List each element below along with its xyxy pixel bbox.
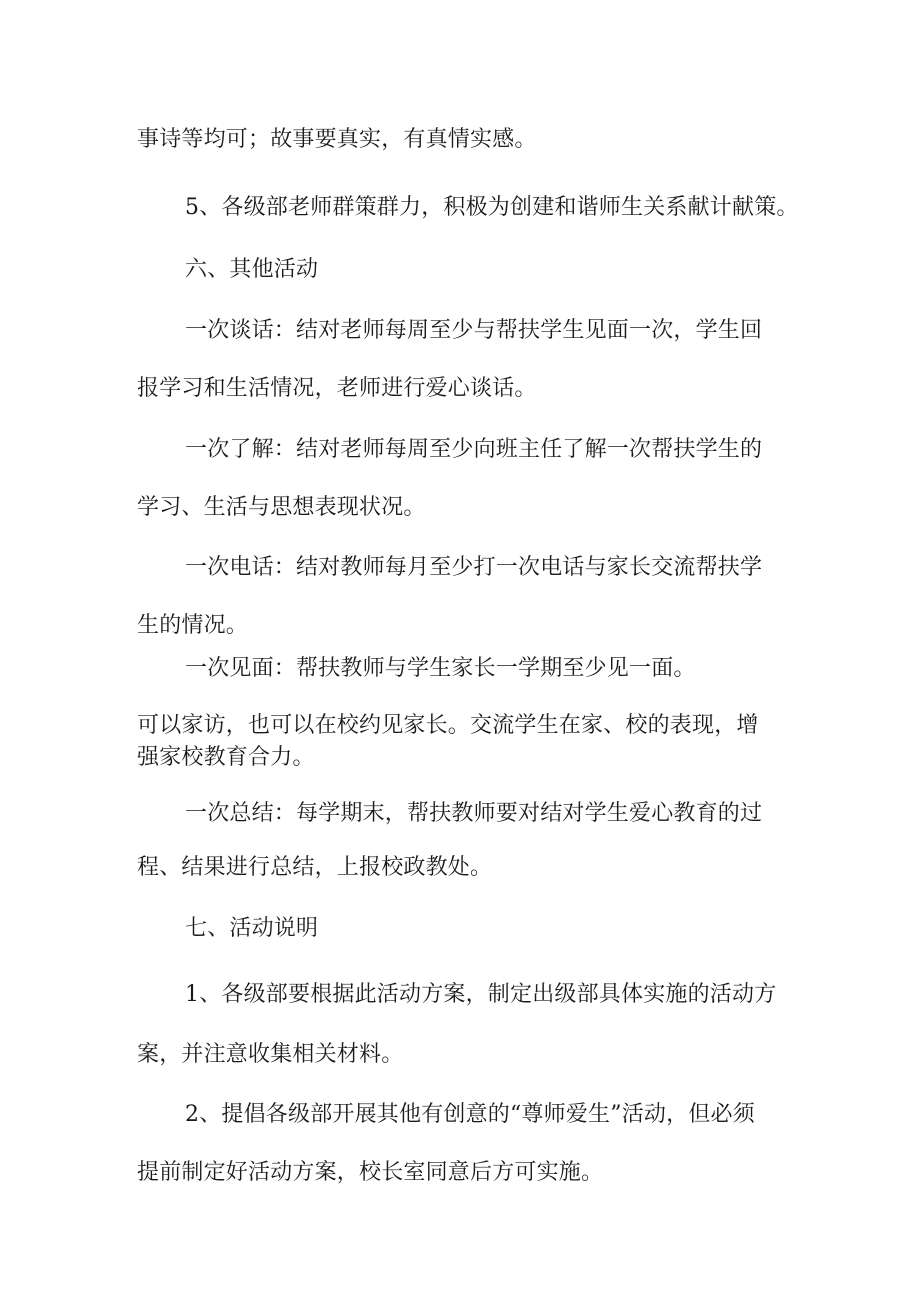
paragraph-line: 一次总结：每学期末，帮扶教师要对结对学生爱心教育的过 <box>185 801 763 826</box>
paragraph-line: 强家校教育合力。 <box>137 745 315 770</box>
paragraph-line: 生的情况。 <box>137 613 249 638</box>
paragraph-line: 一次见面：帮扶教师与学生家长一学期至少见一面。 <box>185 656 696 681</box>
paragraph-line: 学习、生活与思想表现状况。 <box>137 495 426 520</box>
paragraph-line: 2、提倡各级部开展其他有创意的“尊师爱生”活动，但必须 <box>185 1102 755 1127</box>
paragraph-line: 案，并注意收集相关材料。 <box>137 1042 404 1067</box>
paragraph-line: 一次了解：结对老师每周至少向班主任了解一次帮扶学生的 <box>185 437 763 462</box>
paragraph-line: 一次电话：结对教师每月至少打一次电话与家长交流帮扶学 <box>185 555 763 580</box>
paragraph-line: 可以家访，也可以在校约见家长。交流学生在家、校的表现，增 <box>137 713 759 738</box>
paragraph-line: 事诗等均可；故事要真实，有真情实感。 <box>137 127 537 152</box>
paragraph-line: 一次谈话：结对老师每周至少与帮扶学生见面一次，学生回 <box>185 318 763 343</box>
paragraph-line: 5、各级部老师群策群力，积极为创建和谐师生关系献计献策。 <box>185 195 799 220</box>
paragraph-line: 报学习和生活情况，老师进行爱心谈话。 <box>137 376 537 401</box>
section-heading: 六、其他活动 <box>185 257 319 282</box>
paragraph-line: 提前制定好活动方案，校长室同意后方可实施。 <box>137 1160 604 1185</box>
section-heading: 七、活动说明 <box>185 916 319 941</box>
paragraph-line: 程、结果进行总结，上报校政教处。 <box>137 855 493 880</box>
paragraph-line: 1、各级部要根据此活动方案，制定出级部具体实施的活动方 <box>185 982 777 1007</box>
